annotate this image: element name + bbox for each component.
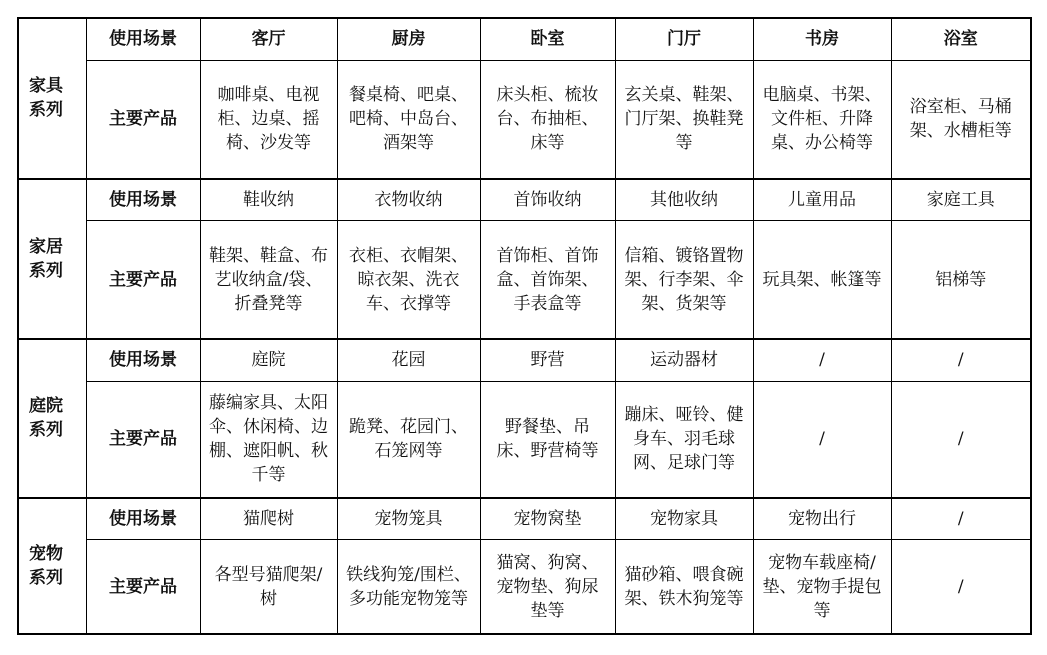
scene-cell: 宠物家具 [615, 498, 753, 540]
product-cell: 鞋架、鞋盒、布艺收纳盒/袋、折叠凳等 [200, 221, 337, 339]
scene-cell: 猫爬树 [200, 498, 337, 540]
group-label-pet: 宠物系列 [18, 498, 86, 635]
table-row [18, 381, 1031, 497]
scene-cell: 家庭工具 [891, 179, 1031, 221]
scene-cell: 其他收纳 [615, 179, 753, 221]
group-label-furniture: 家具系列 [18, 18, 86, 179]
products-row-label: 主要产品 [86, 60, 200, 178]
product-cell: / [891, 540, 1031, 634]
product-cell: / [753, 381, 891, 497]
product-cell: 各型号猫爬架/树 [200, 540, 337, 634]
scene-cell: 野营 [480, 339, 615, 381]
scene-cell: 宠物窝垫 [480, 498, 615, 540]
scene-cell: / [891, 498, 1031, 540]
product-cell: 宠物车载座椅/垫、宠物手提包等 [753, 540, 891, 634]
product-cell: 铁线狗笼/围栏、多功能宠物笼等 [337, 540, 480, 634]
product-cell: 玄关桌、鞋架、门厅架、换鞋凳等 [615, 60, 753, 178]
scene-cell: 宠物笼具 [337, 498, 480, 540]
scene-cell: 卧室 [480, 18, 615, 60]
scene-cell: 书房 [753, 18, 891, 60]
table-row [18, 18, 1031, 60]
product-cell: 野餐垫、吊床、野营椅等 [480, 381, 615, 497]
scene-cell: / [891, 339, 1031, 381]
product-series-table [17, 17, 1032, 635]
products-row-label: 主要产品 [86, 381, 200, 497]
table-row [18, 221, 1031, 339]
scene-cell: 浴室 [891, 18, 1031, 60]
scene-cell: 运动器材 [615, 339, 753, 381]
scene-cell: 客厅 [200, 18, 337, 60]
table-row [18, 498, 1031, 540]
scene-cell: / [753, 339, 891, 381]
table-row [18, 339, 1031, 381]
product-cell: 猫窝、狗窝、宠物垫、狗尿垫等 [480, 540, 615, 634]
products-row-label: 主要产品 [86, 221, 200, 339]
product-cell: 铝梯等 [891, 221, 1031, 339]
scene-cell: 宠物出行 [753, 498, 891, 540]
product-cell: 餐桌椅、吧桌、吧椅、中岛台、酒架等 [337, 60, 480, 178]
table-row [18, 540, 1031, 634]
scene-cell: 花园 [337, 339, 480, 381]
product-cell: 蹦床、哑铃、健身车、羽毛球网、足球门等 [615, 381, 753, 497]
product-cell: 藤编家具、太阳伞、休闲椅、边棚、遮阳帆、秋千等 [200, 381, 337, 497]
products-row-label: 主要产品 [86, 540, 200, 634]
scene-row-label: 使用场景 [86, 179, 200, 221]
product-cell: / [891, 381, 1031, 497]
scene-cell: 首饰收纳 [480, 179, 615, 221]
scene-cell: 鞋收纳 [200, 179, 337, 221]
product-cell: 衣柜、衣帽架、晾衣架、洗衣车、衣撑等 [337, 221, 480, 339]
scene-cell: 庭院 [200, 339, 337, 381]
product-cell: 咖啡桌、电视柜、边桌、摇椅、沙发等 [200, 60, 337, 178]
scene-row-label: 使用场景 [86, 18, 200, 60]
scene-cell: 厨房 [337, 18, 480, 60]
product-cell: 玩具架、帐篷等 [753, 221, 891, 339]
scene-cell: 门厅 [615, 18, 753, 60]
scene-cell: 衣物收纳 [337, 179, 480, 221]
product-cell: 跪凳、花园门、石笼网等 [337, 381, 480, 497]
group-label-garden: 庭院系列 [18, 339, 86, 498]
product-cell: 电脑桌、书架、文件柜、升降桌、办公椅等 [753, 60, 891, 178]
product-cell: 床头柜、梳妆台、布抽柜、床等 [480, 60, 615, 178]
product-cell: 猫砂箱、喂食碗架、铁木狗笼等 [615, 540, 753, 634]
table-row [18, 60, 1031, 178]
scene-row-label: 使用场景 [86, 339, 200, 381]
scene-cell: 儿童用品 [753, 179, 891, 221]
product-cell: 首饰柜、首饰盒、首饰架、手表盒等 [480, 221, 615, 339]
product-cell: 浴室柜、马桶架、水槽柜等 [891, 60, 1031, 178]
group-label-home: 家居系列 [18, 179, 86, 340]
scene-row-label: 使用场景 [86, 498, 200, 540]
table-row [18, 179, 1031, 221]
product-cell: 信箱、镀铬置物架、行李架、伞架、货架等 [615, 221, 753, 339]
